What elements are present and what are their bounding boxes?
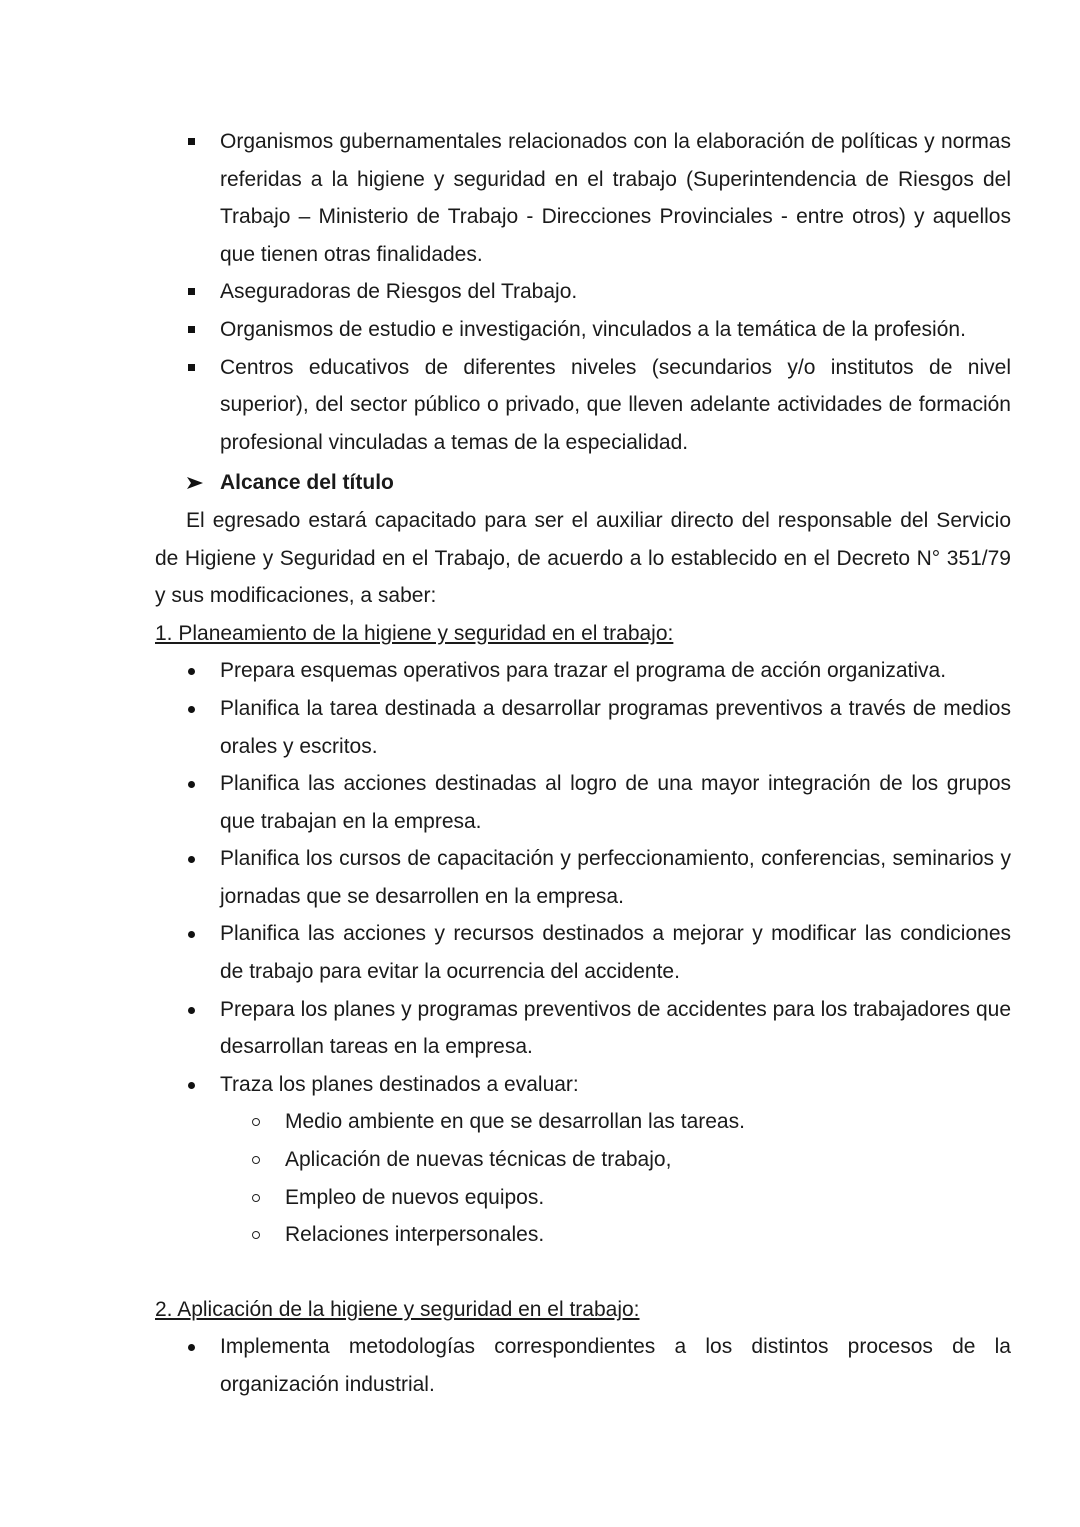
list-item-text: Planifica las acciones destinadas al logro de una mayor integración de los grupos que trabajan en la empresa. [220,772,1011,833]
list-item [155,349,1011,462]
list-item [155,690,1011,765]
square-bullet-icon [188,288,195,295]
sub-list-item [155,1179,1011,1217]
sub-list-item [155,1216,1011,1254]
list-item-text: Aseguradoras de Riesgos del Trabajo. [220,280,578,304]
list-item [155,1066,1011,1104]
list-item-text: Planifica los cursos de capacitación y perfeccionamiento, conferencias, seminarios y jornadas que se desarrollen en la empresa. [220,847,1011,908]
bullet-icon [188,1344,195,1351]
square-bullet-icon [188,364,195,371]
list-item-text: Prepara esquemas operativos para trazar el programa de acción organizativa. [220,659,947,683]
scope-heading-text: Alcance del título [220,471,394,495]
list-item-text: Prepara los planes y programas preventivos de accidentes para los trabajadores que desarrollan tareas en la empresa. [220,997,1011,1059]
bullet-icon [188,1082,195,1089]
list-item [155,652,1011,690]
sub-list-item [155,1141,1011,1179]
scope-intro: El egresado estará capacitado para ser el auxiliar directo del responsable del Servicio de Higiene y Seguridad en el Trabajo, de acuerdo a lo establecido en el Decreto N° 351/79 y sus modificaciones, a saber: [155,508,1011,608]
list-item-text: Planifica las acciones y recursos destinados a mejorar y modificar las condiciones de trabajo para evitar la ocurrencia del accidente. [220,922,1011,984]
bullet-icon [188,931,195,938]
hollow-bullet-icon [252,1156,260,1164]
bullet-icon [188,856,195,863]
list-item [155,123,1011,273]
bullet-icon [188,668,195,675]
sub-list-item-text: Empleo de nuevos equipos. [285,1185,545,1209]
list-item [155,840,1011,915]
page-content [155,123,1011,1404]
list-item [155,273,1011,311]
spacer [155,1254,1011,1291]
scope-heading [155,464,1011,502]
list-item [155,311,1011,349]
list-item [155,991,1011,1066]
section-1-title: 1. Planeamiento de la higiene y seguridad en el trabajo: [155,621,674,645]
arrow-bullet-icon [186,476,204,490]
sub-list-item-text: Relaciones interpersonales. [285,1223,545,1247]
list-item-text: Centros educativos de diferentes niveles (secundarios y/o institutos de nivel superior), del sector público o privado, que lleven adelante actividades de formación profesional vinculadas a temas de la especialidad. [220,355,1011,454]
list-item-text: Organismos gubernamentales relacionados con la elaboración de políticas y normas referidas a la higiene y seguridad en el trabajo (Superintendencia de Riesgos del Trabajo – Ministerio de Trabajo - Direcciones Provinciales - entre otros) y aquellos que tienen otras finalidades. [220,130,1011,266]
sub-list-item [155,1103,1011,1141]
sub-list-item-text: Medio ambiente en que se desarrollan las tareas. [285,1110,745,1134]
square-bullet-icon [188,138,195,145]
list-item-text: Planifica la tarea destinada a desarrollar programas preventivos a través de medios orales y escritos. [220,696,1011,758]
hollow-bullet-icon [252,1118,260,1126]
hollow-bullet-icon [252,1194,260,1202]
section-2-title: 2. Aplicación de la higiene y seguridad en el trabajo: [155,1297,640,1321]
list-item-text: Implementa metodologías correspondientes a los distintos procesos de la organización industrial. [220,1335,1011,1396]
square-bullet-icon [188,326,195,333]
list-item [155,1328,1011,1403]
list-item [155,765,1011,840]
hollow-bullet-icon [252,1231,260,1239]
bullet-icon [188,706,195,713]
list-item-text: Organismos de estudio e investigación, vinculados a la temática de la profesión. [220,317,966,341]
sub-list-item-text: Aplicación de nuevas técnicas de trabajo, [285,1148,672,1172]
list-item-text: Traza los planes destinados a evaluar: [220,1072,579,1096]
bullet-icon [188,1007,195,1014]
list-item [155,915,1011,990]
bullet-icon [188,781,195,788]
